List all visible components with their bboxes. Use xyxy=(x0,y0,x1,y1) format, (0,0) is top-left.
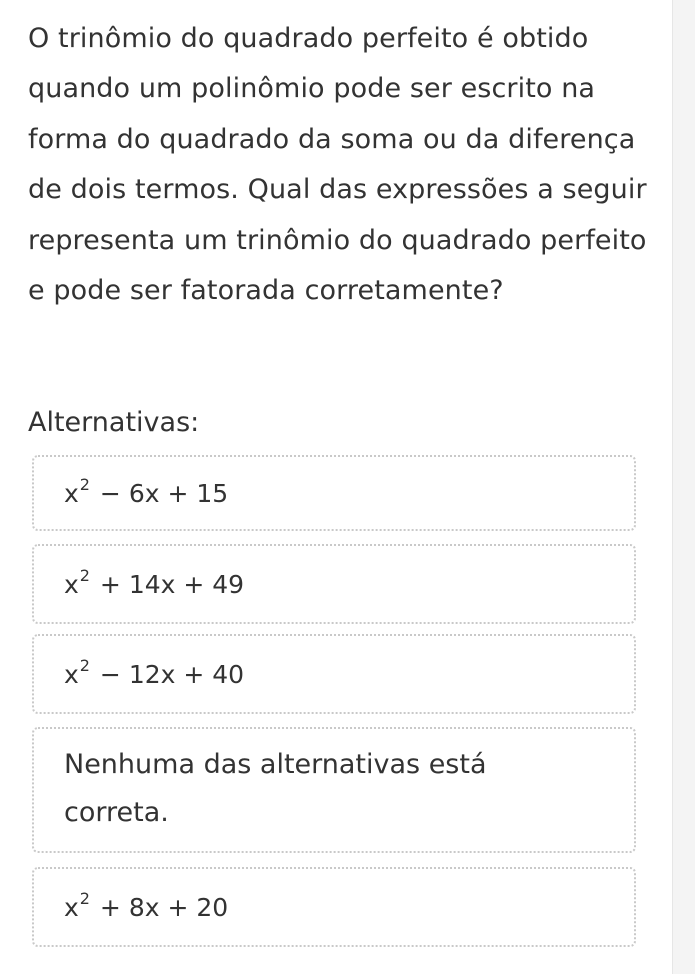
option-a-expression: $x^2 - 6x + 15$ xyxy=(64,474,229,508)
option-c[interactable] xyxy=(32,634,636,714)
option-d[interactable] xyxy=(32,727,636,853)
option-b-expression: $x^2 + 14x + 49$ xyxy=(64,565,245,599)
scrollbar[interactable] xyxy=(672,0,695,974)
option-e[interactable] xyxy=(32,867,636,947)
alternatives-heading: Alternativas: xyxy=(28,407,200,438)
option-d-text: Nenhuma das alternativas está correta. xyxy=(64,749,487,828)
option-b[interactable] xyxy=(32,544,636,624)
question-text: O trinômio do quadrado perfeito é obtido quando um polinômio pode ser escrito na forma do quadrado da soma ou da diferença de dois termos. Qual das expressões a seguir representa um trinômio do quadrado perfeito e pode ser fatorada corretamente? xyxy=(28,23,647,307)
option-a[interactable] xyxy=(32,455,636,531)
option-e-expression: $x^2 + 8x + 20$ xyxy=(64,888,229,922)
option-c-expression: $x^2 - 12x + 40$ xyxy=(64,655,245,689)
